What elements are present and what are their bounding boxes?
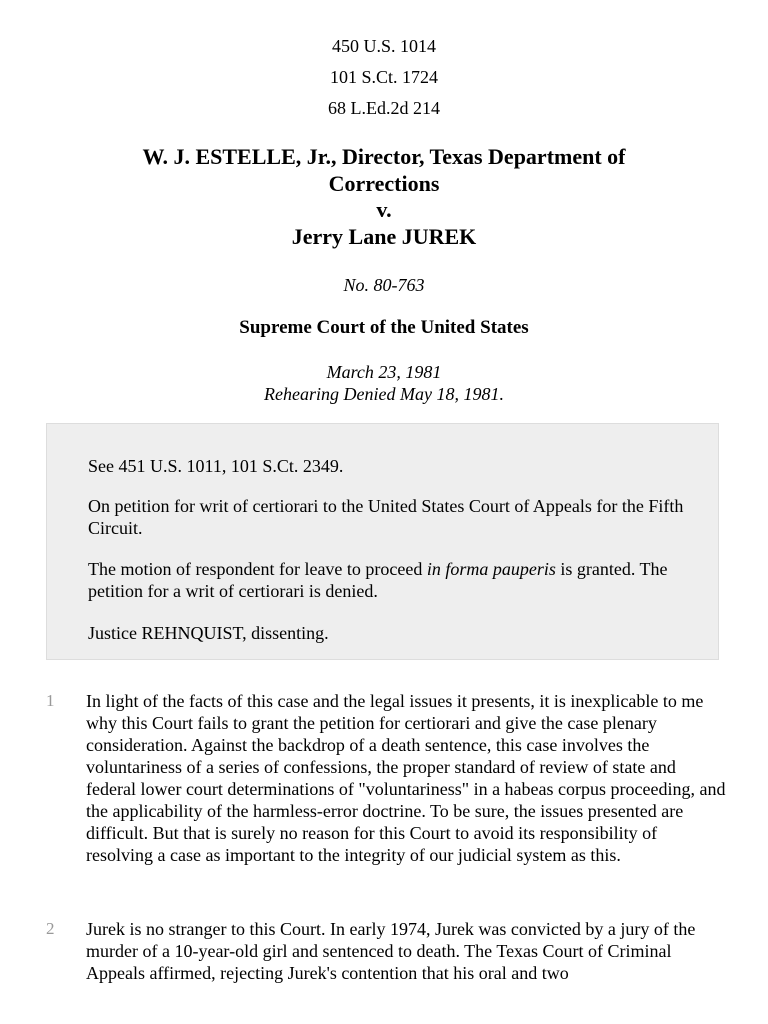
paragraph-text: Jurek is no stranger to this Court. In early 1974, Jurek was convicted by a jury of the murder of a 10-year-old girl and sentenced to death. The Texas Court of Criminal Appeals affirmed, rejecting Jurek's contention that his oral and two xyxy=(86,919,696,983)
decision-dates xyxy=(0,361,768,405)
decided-date: March 23, 1981 xyxy=(326,362,442,382)
court-name: Supreme Court of the United States xyxy=(239,317,529,338)
citation-led: 68 L.Ed.2d 214 xyxy=(328,98,440,118)
paragraph-number: 1 xyxy=(46,691,55,710)
case-title xyxy=(60,144,708,250)
paragraph-text: In light of the facts of this case and the legal issues it presents, it is inexplicable to me why this Court fails to grant the petition for certiorari and give the case plenary consideration. Against the backdrop of a death sentence, this case involves the voluntariness of a series of confessions, the proper standard of review of state and federal lower court determinations of "voluntariness" in a habeas corpus proceeding, and the applicability of the harmless-error doctrine. To be sure, the issues presented are difficult. But that is surely no reason for this Court to avoid its responsibility of resolving a case as important to the integrity of our judicial system as this. xyxy=(86,691,726,865)
motion-text-italic: in forma pauperis xyxy=(426,559,556,579)
headnote-box xyxy=(46,423,719,660)
paragraph-number: 2 xyxy=(46,919,55,938)
see-also-citation: See 451 U.S. 1011, 101 S.Ct. 2349. xyxy=(88,456,344,476)
citation-sct: 101 S.Ct. 1724 xyxy=(329,67,439,87)
case-title-respondent: Jerry Lane JUREK xyxy=(291,223,477,249)
case-title-line: W. J. ESTELLE, Jr., Director, Texas Department of xyxy=(142,144,626,169)
case-title-line: Corrections xyxy=(328,170,440,196)
case-title-versus: v. xyxy=(376,197,392,222)
motion-text-start: The motion of respondent for leave to proceed xyxy=(88,559,427,579)
citation-us: 450 U.S. 1014 xyxy=(331,36,436,56)
dissent-heading: Justice REHNQUIST, dissenting. xyxy=(88,623,329,643)
rehearing-date: Rehearing Denied May 18, 1981. xyxy=(264,384,504,404)
docket-number: No. 80-763 xyxy=(343,275,425,295)
motion-text-end: is granted. The petition for a writ of certiorari is denied. xyxy=(88,559,668,601)
motion-text xyxy=(88,558,688,602)
petition-text: On petition for writ of certiorari to the United States Court of Appeals for the Fifth Circuit. xyxy=(88,496,684,538)
